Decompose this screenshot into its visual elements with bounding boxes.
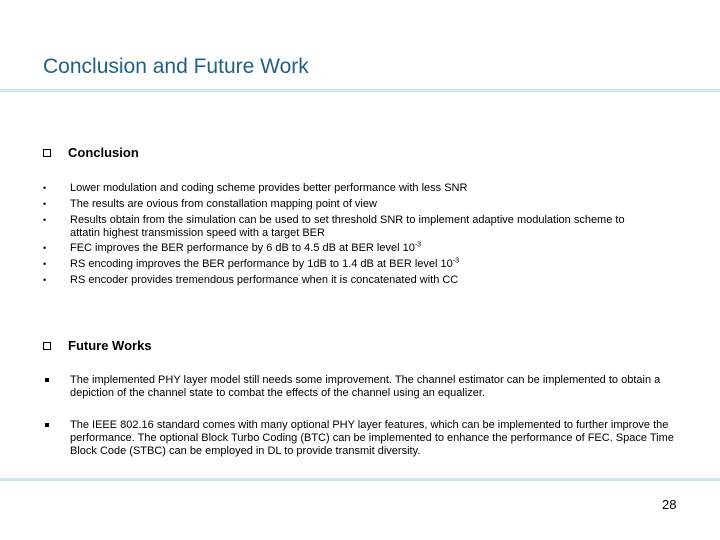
bullet-icon: •	[43, 259, 47, 269]
future-item	[43, 374, 683, 400]
bottom-divider	[0, 478, 720, 481]
conclusion-item-text: RS encoding improves the BER performance by 1dB to 1.4 dB at BER level $10^{-3}$	[70, 257, 459, 270]
top-divider	[0, 89, 720, 92]
exponent: -3	[414, 241, 422, 249]
conclusion-item	[43, 198, 683, 211]
conclusion-item-continuation	[43, 227, 683, 240]
conclusion-item-text: The results are ovious from constallation mapping point of view	[70, 198, 377, 210]
hollow-square-bullet-icon	[43, 149, 51, 157]
conclusion-item-text: FEC improves the BER performance by 6 dB to 4.5 dB at BER level $10^{-3}$	[70, 241, 422, 254]
conclusion-item	[43, 242, 683, 255]
conclusion-heading-label: Conclusion	[68, 145, 139, 160]
future-item-text: The implemented PHY layer model still needs some improvement. The channel estimator can be implemented to obtain a depiction of the channel state to combat the effects of the channel using an equalizer.	[70, 374, 661, 399]
conclusion-item	[43, 214, 683, 227]
bullet-icon: •	[43, 199, 47, 209]
conclusion-item-text: RS encoder provides tremendous performance when it is concatenated with CC	[70, 274, 459, 286]
page-number: 28	[662, 497, 677, 512]
future-item-text: The IEEE 802.16 standard comes with many optional PHY layer features, which can be implemented to further improve the performance. The optional Block Turbo Coding (BTC) can be implemented to enhance the performance of FEC. Space Time Block Code (STBC) can be employed in DL to provide transmit diversity.	[70, 419, 674, 457]
future-item	[43, 419, 683, 458]
conclusion-item	[43, 258, 683, 271]
conclusion-item-text: attatin highest transmission speed with a target BER	[70, 227, 325, 239]
slide-title: Conclusion and Future Work	[43, 55, 309, 78]
bullet-icon: •	[43, 243, 47, 253]
conclusion-item	[43, 274, 683, 287]
conclusion-item	[43, 182, 683, 195]
hollow-square-bullet-icon	[43, 342, 51, 350]
bullet-icon: •	[43, 215, 47, 225]
bullet-icon: •	[43, 275, 47, 285]
square-bullet-icon	[43, 374, 70, 400]
exponent: -3	[452, 257, 459, 265]
future-works-heading-label: Future Works	[68, 338, 152, 353]
future-works-heading	[43, 338, 152, 353]
conclusion-heading	[43, 145, 139, 160]
conclusion-item-text: Lower modulation and coding scheme provides better performance with less SNR	[70, 182, 468, 194]
conclusion-item-text: Results obtain from the simulation can be used to set threshold SNR to implement adaptive modulation scheme to	[70, 214, 625, 226]
bullet-icon: •	[43, 183, 47, 193]
square-bullet-icon	[43, 419, 70, 458]
